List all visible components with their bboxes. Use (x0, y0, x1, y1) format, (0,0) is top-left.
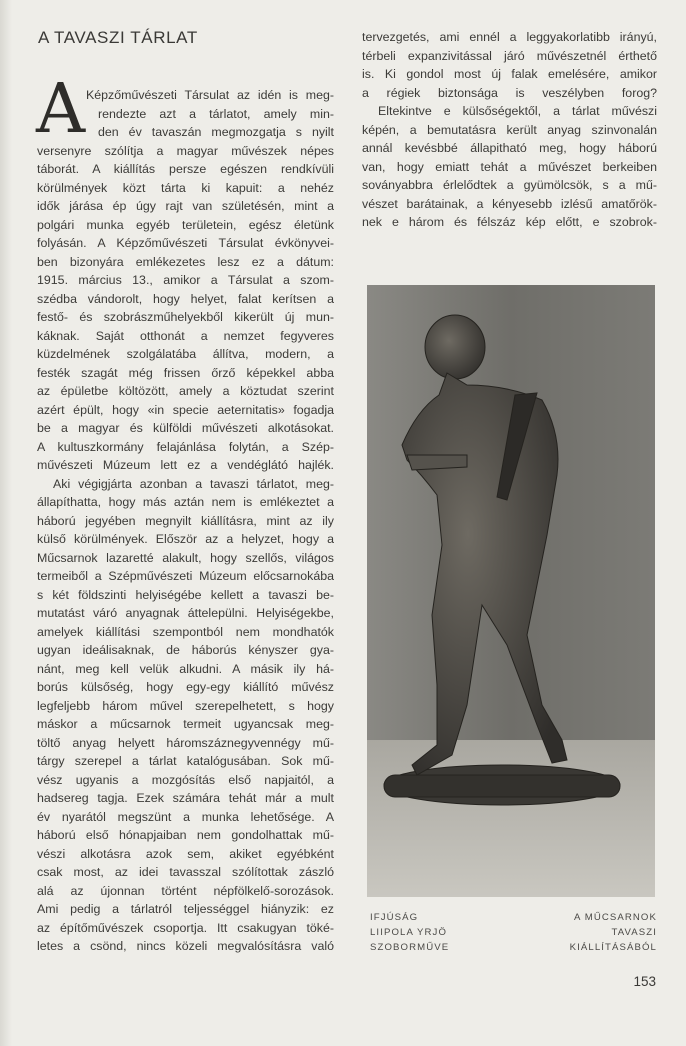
text-line: vész ugyanis a mozgósítás első napjaitól, a (37, 772, 334, 787)
caption-line: IFJÚSÁG (370, 912, 419, 923)
text-line: soványabbra érlelődtek a gyümölcsök, s a mű- (362, 178, 657, 192)
text-line: is. Ki gondol most új falak emelésére, amikor (362, 67, 657, 81)
article-title: A TAVASZI TÁRLAT (38, 28, 198, 47)
text-line: képén, a bemutatásra került anyag szinvonalán (362, 122, 657, 137)
page-edge-shadow (0, 0, 12, 1046)
text-line: rendezte azt a tárlatot, amely min- (98, 106, 334, 121)
text-line: A kultuszkormány felajánlása folytán, a Szép- (37, 439, 334, 454)
text-line: háború első hónapjaiban nem gondolhattak mű- (37, 828, 334, 842)
text-line: termeiből a Szépművészeti Múzeum előcsarnokába (37, 569, 334, 583)
text-line: van, hogy emiatt tehát a művészet berkeiben (362, 159, 657, 174)
text-line: den év tavaszán megmozgatja s nyilt (98, 125, 334, 139)
text-line: az épületbe költözött, amely a köztudat szerint (37, 384, 334, 398)
drop-cap: A (36, 70, 86, 149)
page-number: 153 (633, 974, 656, 989)
text-line: azért épült, hogy «in specie aeternitatis» fogadja (37, 402, 334, 417)
text-line: 1915. március 13., amikor a Társulat a szom- (37, 273, 334, 287)
text-line: körülmények közt tárta ki kapuit: a nehéz (37, 180, 334, 195)
text-line: Aki végigjárta azonban a tavaszi tárlatot, meg- (53, 476, 334, 491)
text-line: év nyarától megszünt a munka lehetősége. A (37, 809, 334, 824)
caption-line: KIÁLLÍTÁSÁBÓL (569, 942, 657, 953)
photo-caption-title (370, 910, 449, 955)
text-line: szédba vándorolt, hogy helyet, falat kerítsen a (37, 291, 334, 306)
text-line: annál kevésbbé állapitható meg, hogy háború (362, 141, 657, 155)
paragraph (362, 102, 657, 232)
statue-photograph (367, 285, 655, 897)
left-column (37, 86, 334, 956)
caption-line: SZOBORMŰVE (370, 942, 450, 953)
text-line: vészet barátainak, a kényesebb izlésű amatőrök- (362, 196, 657, 211)
paragraph (37, 86, 334, 475)
text-line: nek e három és félszáz kép előtt, e szobrok- (362, 215, 657, 229)
text-line: festő- és szobrászműhelyekből kikerült új mun- (37, 310, 334, 324)
text-line: háború jegyében megnyilt kiállításra, mint az ily (37, 513, 334, 528)
text-line: Képzőművészeti Társulat az idén is meg- (86, 88, 334, 102)
text-line: hadsereg tagja. Ezek számára tehát már a mult (37, 791, 334, 805)
text-line: folyásán. A Képzőművészeti Társulat évkönyvei- (37, 236, 334, 250)
text-line: borús külsőség, hogy egy-egy kiállító művész (37, 680, 334, 694)
text-line: művészeti Múzeum lett ez a vendéglátó hajlék. (37, 458, 334, 472)
text-line: amelyek kiállítási szempontból nem mondhatók (37, 624, 334, 639)
text-line: az építőművészek csoportja. Itt csakugyan töké- (37, 920, 334, 935)
caption-line: TAVASZI (611, 927, 657, 938)
text-line: s két földszinti helyiségébe kellett a tavaszi be- (37, 587, 334, 602)
text-line: tárgy szerepel a tárlat katalógusában. Sok mű- (37, 754, 334, 768)
text-line: legfeljebb három művel szerepelhetett, s hogy (37, 698, 334, 713)
text-line: állapíthatta, hogy más aztán nem is emlékeztet a (37, 495, 334, 509)
text-line: Műcsarnok lazaretté alakult, hogy szellős, világos (37, 550, 334, 565)
text-line: letes a csönd, nincs közeli megvalósításra való (37, 939, 334, 953)
right-column (362, 28, 657, 232)
text-line: alá az újonnan történt népfölkelő-sorozások. (37, 883, 334, 898)
text-line: külső körülmények. Először az a helyzet, hogy a (37, 532, 334, 546)
text-line: vészi alkotásra azok sem, akiket egyébként (37, 846, 334, 861)
paragraph (362, 28, 657, 102)
text-line: tervezgetés, ami ennél a leggyakorlatibb irányú, (362, 30, 657, 44)
text-line: Eltekintve e külsőségektől, a tárlat művészi (378, 104, 657, 118)
text-line: mutatást váró anyagnak áttelepülni. Helyiségekbe, (37, 606, 334, 620)
text-line: polgári munka egyéb területein, egész életünk (37, 217, 334, 232)
text-line: be a magyar és külföldi művészeti alkotásokat. (37, 421, 334, 435)
paragraph (37, 475, 334, 956)
text-line: ugyan ideálisaknak, de háborús kényszer gya- (37, 643, 334, 657)
text-line: káknak. Saját otthonát a nemzet fegyveres (37, 328, 334, 343)
text-line: idők járása ép úgy rajt van születésén, mint a (37, 199, 334, 213)
photo-caption-source (570, 910, 657, 955)
text-line: a régiek biztonsága is veszélyben forog? (362, 85, 657, 100)
text-line: festék szagát még frissen őrző képekkel abba (37, 365, 334, 380)
text-line: csak most, az idei tavasszal szólítottak zászló (37, 865, 334, 879)
text-line: máskor a műcsarnok termeit ugyancsak meg- (37, 717, 334, 731)
caption-line: LIIPOLA YRJÖ (370, 927, 448, 938)
text-line: ben bizonyára emlékezetes lesz ez a dátum: (37, 254, 334, 269)
text-line: Ami pedig a tárlatról teljességgel hiányzik: ez (37, 902, 334, 916)
text-line: nánt, meg kell velük alkudni. A másik ily há- (37, 661, 334, 676)
caption-line: A MŰCSARNOK (574, 912, 657, 923)
text-line: töltő anyag helyett háromszáznegyvennégy mű- (37, 735, 334, 750)
text-line: versenyre szólítja a magyar művészek népes (37, 143, 334, 158)
text-line: táborát. A kiállítás persze egészen rendkívüli (37, 162, 334, 176)
text-line: térbeli expanzivitással járó művészetnél érthető (362, 48, 657, 63)
text-line: küzdelmének szolgálatába állítva, modern, a (37, 347, 334, 361)
